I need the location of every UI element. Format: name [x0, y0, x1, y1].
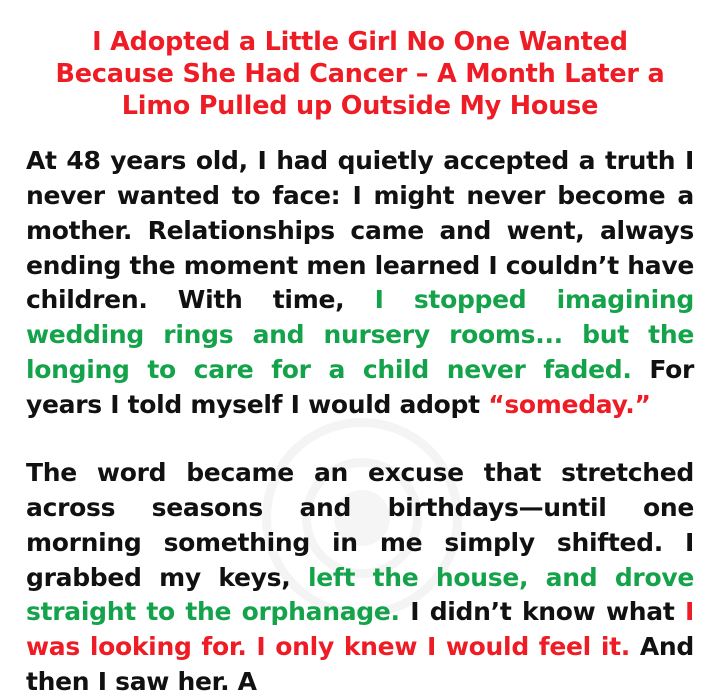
article-paragraph-1 — [26, 144, 694, 422]
page-title: I Adopted a Little Girl No One Wanted Because She Had Cancer – A Month Later a Limo Pulled up Outside My House — [55, 27, 665, 122]
text-segment: “someday.” — [488, 389, 651, 419]
text-segment: And then I saw her. A — [26, 632, 694, 696]
text-segment: The word became an excuse that stretched across seasons and birthdays—until one morning something in me simply shifted. I grabbed my keys, — [26, 458, 694, 592]
text-segment: I was looking for. I only knew I would feel it. — [26, 597, 694, 662]
text-segment: left the house, and drove straight to the orphanage. — [26, 562, 694, 627]
article-content — [26, 26, 694, 700]
text-segment: I didn’t know what — [399, 597, 685, 627]
text-segment: I stopped imagining wedding rings and nursery rooms... but the longing to care for a child never faded. — [26, 285, 694, 384]
text-segment: At 48 years old, I had quietly accepted a truth I never wanted to face: I might never become a mother. Relationships came and went, always ending the moment men learned I couldn’t have children. With time, — [26, 146, 694, 315]
text-segment: For years I told myself I would adopt — [26, 354, 694, 419]
article-paragraph-2 — [26, 456, 694, 699]
